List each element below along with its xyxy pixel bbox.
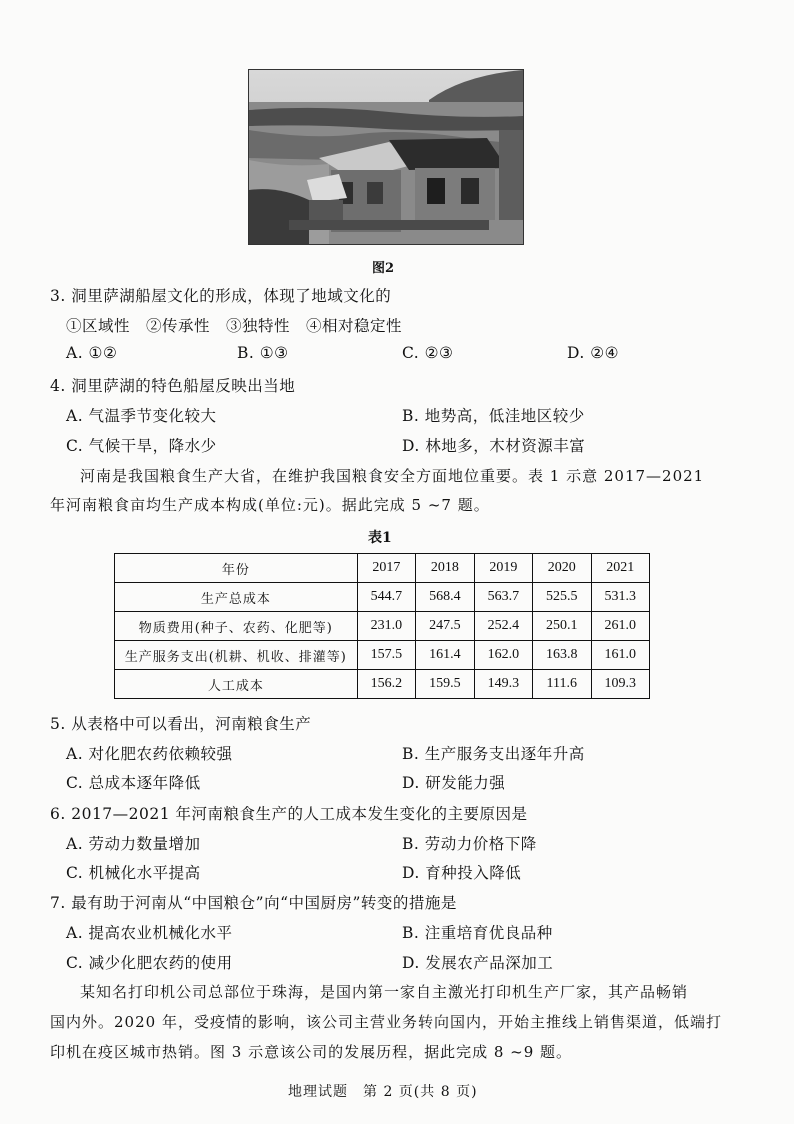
question-7-option-c: C. 减少化肥农药的使用 xyxy=(66,954,233,972)
table-header-year: 2018 xyxy=(416,554,474,583)
table-header-year: 2021 xyxy=(591,554,649,583)
question-5-option-c: C. 总成本逐年降低 xyxy=(66,774,201,792)
table-row-label: 物质费用(种子、农药、化肥等) xyxy=(115,612,358,641)
table-cell: 525.5 xyxy=(533,583,591,612)
table-row-label: 人工成本 xyxy=(115,670,358,699)
question-4-option-b: B. 地势高，低洼地区较少 xyxy=(402,407,585,425)
table-cell: 159.5 xyxy=(416,670,474,699)
question-4-option-a: A. 气温季节变化较大 xyxy=(66,407,217,425)
question-7-option-a: A. 提高农业机械化水平 xyxy=(66,924,233,942)
question-6-stem: 6. 2017—2021 年河南粮食生产的人工成本发生变化的主要原因是 xyxy=(50,805,528,823)
table-cell: 161.0 xyxy=(591,641,649,670)
table-cell: 109.3 xyxy=(591,670,649,699)
table-row xyxy=(115,670,650,699)
question-3-option-a: A. ①② xyxy=(66,344,118,362)
table-1-title: 表1 xyxy=(368,530,392,546)
question-5-stem: 5. 从表格中可以看出，河南粮食生产 xyxy=(50,715,312,733)
table-cell: 161.4 xyxy=(416,641,474,670)
question-4-option-c: C. 气候干旱，降水少 xyxy=(66,437,217,455)
table-cell: 149.3 xyxy=(474,670,532,699)
question-6-option-c: C. 机械化水平提高 xyxy=(66,864,201,882)
table-cell: 544.7 xyxy=(357,583,415,612)
table-row-label: 生产总成本 xyxy=(115,583,358,612)
table-cell: 250.1 xyxy=(533,612,591,641)
table-header-label: 年份 xyxy=(115,554,358,583)
table-cell: 231.0 xyxy=(357,612,415,641)
table-cell: 163.8 xyxy=(533,641,591,670)
question-4-stem: 4. 洞里萨湖的特色船屋反映出当地 xyxy=(50,377,296,395)
table-cell: 157.5 xyxy=(357,641,415,670)
table-row xyxy=(115,612,650,641)
passage-1-line-2: 年河南粮食亩均生产成本构成(单位:元)。据此完成 5 ~7 题。 xyxy=(50,496,490,514)
table-header-year: 2019 xyxy=(474,554,532,583)
question-3-option-b: B. ①③ xyxy=(237,344,289,362)
table-cell: 261.0 xyxy=(591,612,649,641)
table-cell: 531.3 xyxy=(591,583,649,612)
table-header-year: 2020 xyxy=(533,554,591,583)
question-7-option-d: D. 发展农产品深加工 xyxy=(402,954,554,972)
table-header-year: 2017 xyxy=(357,554,415,583)
table-row xyxy=(115,583,650,612)
question-3-stem: 3. 洞里萨湖船屋文化的形成，体现了地域文化的 xyxy=(50,287,392,305)
question-6-option-b: B. 劳动力价格下降 xyxy=(402,835,537,853)
table-cell: 252.4 xyxy=(474,612,532,641)
question-6-option-a: A. 劳动力数量增加 xyxy=(66,835,201,853)
table-cell: 247.5 xyxy=(416,612,474,641)
passage-2-line-2: 国内外。2020 年，受疫情的影响，该公司主营业务转向国内，开始主推线上销售渠道，低端打 xyxy=(50,1013,722,1031)
passage-2-line-3: 印机在疫区城市热销。图 3 示意该公司的发展历程，据此完成 8 ~9 题。 xyxy=(50,1043,573,1061)
question-5-option-b: B. 生产服务支出逐年升高 xyxy=(402,745,585,763)
table-header-row xyxy=(115,554,650,583)
table-cell: 568.4 xyxy=(416,583,474,612)
question-7-option-b: B. 注重培育优良品种 xyxy=(402,924,553,942)
question-7-stem: 7. 最有助于河南从“中国粮仓”向“中国厨房”转变的措施是 xyxy=(50,894,457,912)
question-4-option-d: D. 林地多，木材资源丰富 xyxy=(402,437,586,455)
question-5-option-d: D. 研发能力强 xyxy=(402,774,506,792)
page-footer: 地理试题 第 2 页(共 8 页) xyxy=(288,1084,478,1100)
table-cell: 156.2 xyxy=(357,670,415,699)
question-3-option-c: C. ②③ xyxy=(402,344,454,362)
table-row-label: 生产服务支出(机耕、机收、排灌等) xyxy=(115,641,358,670)
table-1 xyxy=(114,553,650,699)
table-row xyxy=(115,641,650,670)
question-3-items: ①区域性 ②传承性 ③独特性 ④相对稳定性 xyxy=(66,317,403,335)
question-3-option-d: D. ②④ xyxy=(567,344,620,362)
figure-2-caption: 图2 xyxy=(372,261,395,276)
question-6-option-d: D. 育种投入降低 xyxy=(402,864,522,882)
passage-2-line-1: 某知名打印机公司总部位于珠海，是国内第一家自主激光打印机生产厂家，其产品畅销 xyxy=(80,983,689,1001)
passage-1-line-1: 河南是我国粮食生产大省，在维护我国粮食安全方面地位重要。表 1 示意 2017—2021 xyxy=(80,467,705,485)
table-cell: 162.0 xyxy=(474,641,532,670)
question-5-option-a: A. 对化肥农药依赖较强 xyxy=(66,745,233,763)
figure-2-photo xyxy=(248,69,524,245)
table-cell: 111.6 xyxy=(533,670,591,699)
table-cell: 563.7 xyxy=(474,583,532,612)
